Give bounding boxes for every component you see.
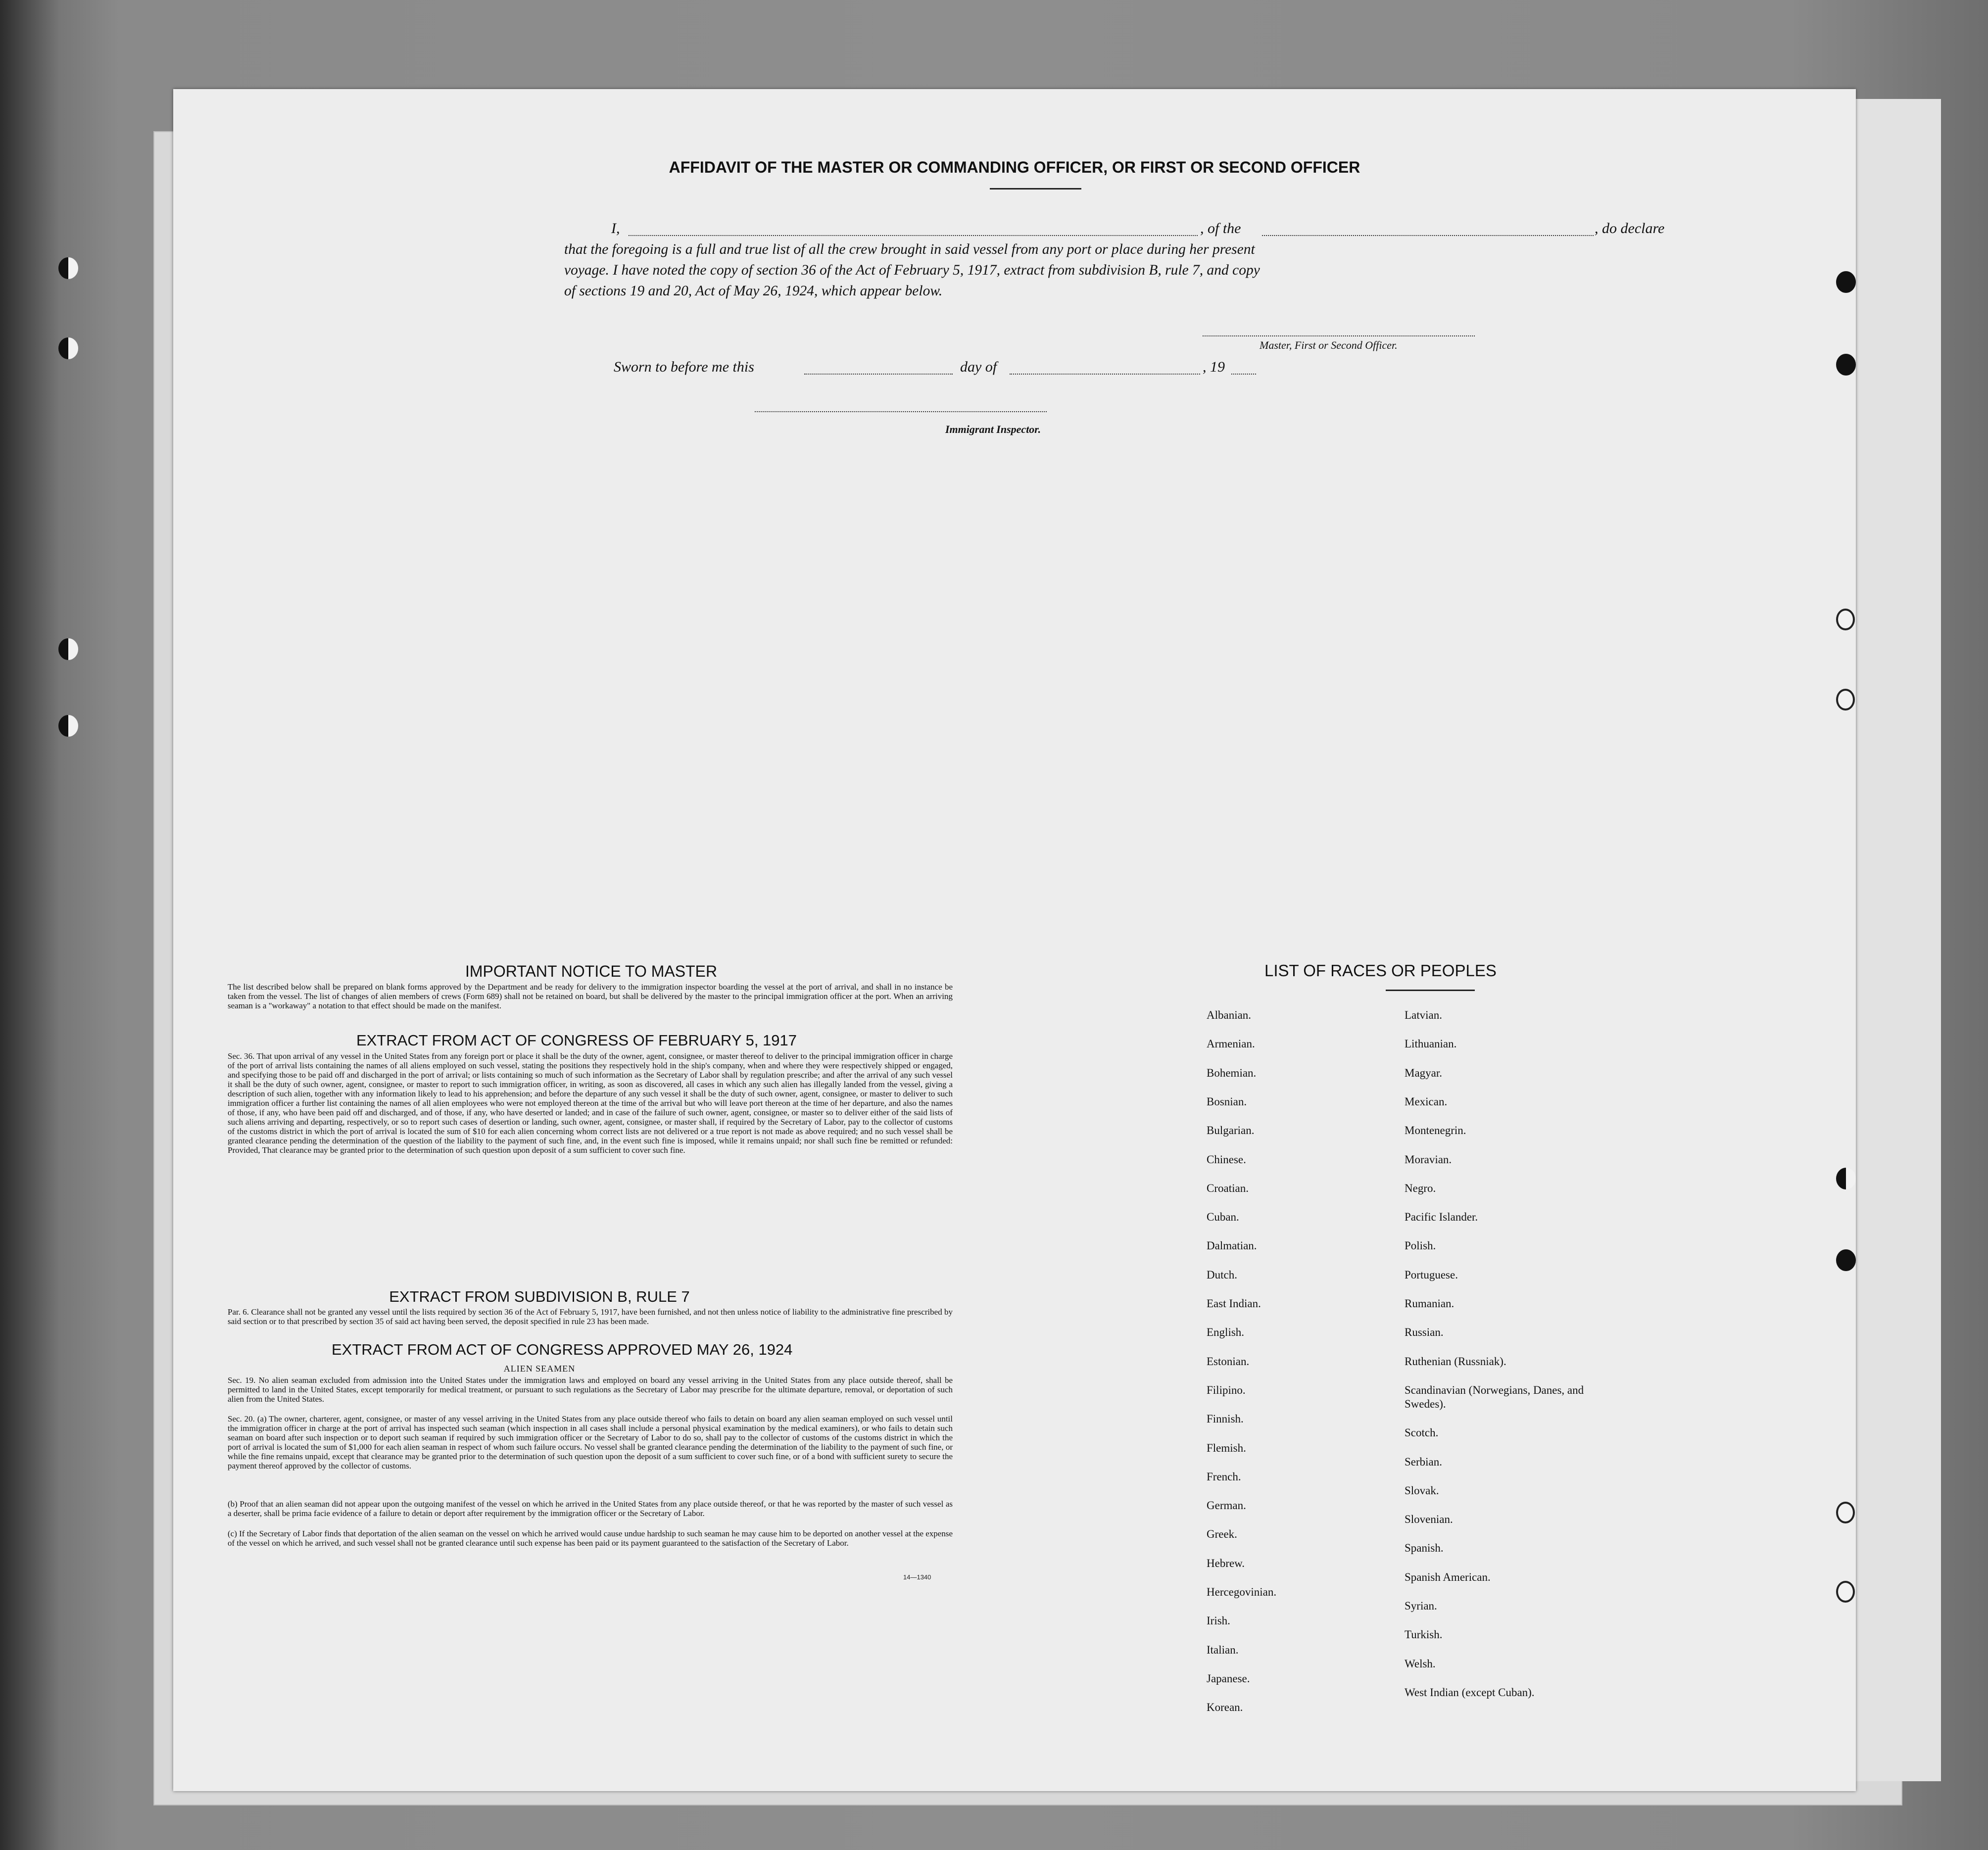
race-item: Filipino. [1207, 1383, 1246, 1396]
race-item: Latvian. [1405, 1009, 1442, 1021]
race-item: Russian. [1405, 1326, 1444, 1339]
manifest-page [173, 89, 1856, 1791]
punch-hole [58, 257, 78, 279]
race-item: Moravian. [1405, 1153, 1452, 1166]
race-item: Armenian. [1207, 1038, 1255, 1050]
race-item: Croatian. [1207, 1182, 1249, 1194]
punch-hole [1836, 1581, 1855, 1603]
race-item: Greek. [1207, 1528, 1237, 1541]
sworn-day-blank [804, 374, 953, 375]
race-item: Korean. [1207, 1701, 1243, 1714]
race-item: Pacific Islander. [1405, 1211, 1478, 1224]
race-item: Turkish. [1405, 1628, 1443, 1641]
races-title-rule [1386, 990, 1475, 991]
race-item: Japanese. [1207, 1672, 1250, 1685]
punch-hole [58, 715, 78, 737]
race-item: Spanish. [1405, 1542, 1444, 1555]
race-item: Magyar. [1405, 1066, 1443, 1079]
race-item: Hebrew. [1207, 1557, 1245, 1569]
inspector-signature-line [755, 411, 1047, 412]
race-item: Chinese. [1207, 1153, 1246, 1166]
day-of-text: day of [960, 359, 997, 375]
extract-rule7-body: Par. 6. Clearance shall not be granted any vessel until the lists required by section 36 of the Act of February 5, 1917, have been furnished, and not then unless notice of liability to the administrative fine prescribed by said section or to that prescribed by section 35 of said act having been served, the deposit specified in rule 23 has been made. [228, 1307, 953, 1326]
punch-hole [1836, 354, 1856, 376]
affidavit-line-4: of sections 19 and 20, Act of May 26, 1924, which appear below. [564, 283, 943, 299]
punch-hole [58, 638, 78, 660]
sec-20c-body: (c) If the Secretary of Labor finds that deportation of the alien seaman on the vessel on which he arrived would cause undue hardship to such seaman he may cause him to be deported on another vessel at the expense of the vessel on which he arrived, and such vessel shall not be granted clearance until such expense has been paid or its payment guaranteed to the satisfaction of the Secretary of Labor. [228, 1529, 953, 1548]
title-rule [990, 188, 1081, 190]
races-title: LIST OF RACES OR PEOPLES [1264, 961, 1497, 980]
punch-hole [1836, 1168, 1856, 1189]
sworn-text: Sworn to before me this [614, 359, 754, 375]
name-blank [629, 235, 1198, 236]
affidavit-do-declare: , do declare [1595, 220, 1665, 237]
race-item: Serbian. [1405, 1455, 1443, 1468]
race-item: Italian. [1207, 1643, 1239, 1656]
race-item: Mexican. [1405, 1095, 1448, 1108]
race-item: Bohemian. [1207, 1066, 1257, 1079]
race-item: Bulgarian. [1207, 1124, 1255, 1137]
punch-hole [58, 337, 78, 359]
extract-1924-title: EXTRACT FROM ACT OF CONGRESS APPROVED MAY 26, 1924 [332, 1341, 793, 1358]
race-item: Portuguese. [1405, 1268, 1458, 1281]
race-item: Spanish American. [1405, 1570, 1491, 1583]
notice-title: IMPORTANT NOTICE TO MASTER [465, 962, 718, 980]
race-item: Flemish. [1207, 1441, 1246, 1454]
affidavit-i: I, [611, 220, 620, 237]
notice-body: The list described below shall be prepared on blank forms approved by the Department and be ready for delivery to the immigration inspector boarding the vessel at the port of arrival, and shall in no instance be taken from the vessel. The list of changes of alien members of crews (Form 689) shall not be retained on board, but shall be delivered by the master to the principal immigration officer at the port. When an arriving seaman is a "workaway" a notation to that effect should be made on the manifest. [228, 982, 953, 1010]
affidavit-of-the: , of the [1200, 220, 1241, 237]
extract-rule7-title: EXTRACT FROM SUBDIVISION B, RULE 7 [389, 1288, 690, 1305]
race-item: Cuban. [1207, 1211, 1239, 1224]
master-label: Master, First or Second Officer. [1260, 339, 1398, 351]
sec-20b-body: (b) Proof that an alien seaman did not appear upon the outgoing manifest of the vessel on which he arrived in the United States from any place outside thereof, or that he was reported by the master of such vessel as a deserter, shall be prima facie evidence of a failure to detain or deport after requirement by the immigration officer or the Secretary of Labor. [228, 1499, 953, 1518]
race-item: French. [1207, 1470, 1241, 1483]
race-item: Welsh. [1405, 1657, 1436, 1670]
affidavit-line-3: voyage. I have noted the copy of section 36 of the Act of February 5, 1917, extract from subdivision B, rule 7, and copy [564, 262, 1260, 278]
form-number: 14—1340 [903, 1573, 931, 1581]
master-signature-line [1203, 335, 1475, 336]
race-item: Negro. [1405, 1182, 1436, 1194]
affidavit-line-2: that the foregoing is a full and true list of all the crew brought in said vessel from any port or place during her present [564, 241, 1255, 257]
race-item: Albanian. [1207, 1009, 1252, 1021]
race-item: Dalmatian. [1207, 1239, 1257, 1252]
race-item: West Indian (except Cuban). [1405, 1686, 1535, 1699]
punch-hole [1836, 271, 1856, 293]
race-item: Irish. [1207, 1614, 1230, 1627]
race-item: Slovenian. [1405, 1513, 1453, 1526]
race-item: Estonian. [1207, 1355, 1250, 1368]
sec-20a-body: Sec. 20. (a) The owner, charterer, agent, consignee, or master of any vessel arriving in the United States from any place outside thereof who fails to detain on board any alien seaman employed on such vessel until the immigration officer in charge at the port of arrival has inspected such seaman (which inspection in all cases shall include a personal physical examination by the medical examiners), or who fails to detain such seaman on board after such inspection or to deport such seaman if required by such immigration officer or the Secretary of Labor to do so, shall pay to the collector of customs of the customs district in which the port of arrival is located the sum of $1,000 for each alien seaman in respect of whom such failure occurs. No vessel shall be granted clearance pending the determination of the liability to the payment of such fine, or while the fine remains unpaid, except that clearance may be granted prior to the determination of such question upon the deposit of a sum sufficient to cover such fine, or of a bond with sufficient surety to secure the payment thereof approved by the collector of customs. [228, 1414, 953, 1471]
race-item: Syrian. [1405, 1600, 1437, 1612]
race-item: Finnish. [1207, 1413, 1244, 1425]
inspector-label: Immigrant Inspector. [945, 423, 1041, 435]
extract-1917-title: EXTRACT FROM ACT OF CONGRESS OF FEBRUARY 5, 1917 [356, 1032, 797, 1049]
race-item: Rumanian. [1405, 1297, 1455, 1310]
punch-hole [1836, 689, 1855, 711]
year-prefix: , 19 [1203, 359, 1225, 375]
race-item: Slovak. [1405, 1484, 1439, 1497]
race-item: Montenegrin. [1405, 1124, 1466, 1137]
sworn-year-blank [1231, 374, 1256, 375]
race-item: Hercegovinian. [1207, 1586, 1277, 1598]
race-item: Scotch. [1405, 1426, 1439, 1439]
sec-19-body: Sec. 19. No alien seaman excluded from admission into the United States under the immigration laws and employed on board any vessel arriving in the United States from any place outside thereof, shall be permitted to land in the United States, except temporarily for medical treatment, or pursuant to such regulations as the Secretary of Labor may prescribe for the ultimate departure, removal, or deportation of such alien from the United States. [228, 1376, 953, 1404]
vessel-blank [1262, 235, 1594, 236]
alien-seamen-subtitle: ALIEN SEAMEN [503, 1364, 576, 1374]
race-item: Scandinavian (Norwegians, Danes, and Swedes). [1405, 1383, 1584, 1410]
punch-hole [1836, 1502, 1855, 1523]
race-item: Ruthenian (Russniak). [1405, 1355, 1506, 1368]
sworn-month-blank [1010, 374, 1200, 375]
race-item: Dutch. [1207, 1268, 1237, 1281]
race-item: English. [1207, 1326, 1245, 1339]
punch-hole [1836, 1249, 1856, 1271]
affidavit-title: AFFIDAVIT OF THE MASTER OR COMMANDING OFFICER, OR FIRST OR SECOND OFFICER [669, 158, 1360, 176]
race-item: Polish. [1405, 1239, 1436, 1252]
extract-1917-body: Sec. 36. That upon arrival of any vessel in the United States from any foreign port or place it shall be the duty of the owner, agent, consignee, or master thereof to deliver to the principal immigration officer in charge of the port of arrival lists containing the names of all aliens employed on such vessel, stating the positions they respectively hold in the ship's company, when and where they were respectively shipped or engaged, and specifying those to be paid off and discharged in the port of arrival; or lists containing so much of such information as the Secretary of Labor shall by regulation prescribe; and after the arrival of any such vessel it shall be the duty of such owner, agent, consignee, or master to report to such immigration officer, in writing, as soon as discovered, all cases in which any such alien has illegally landed from the vessel, giving a description of such alien, together with any information likely to lead to his apprehension; and before the departure of any such vessel it shall be the duty of such owner, agent, consignee, or master to deliver to such immigration officer a further list containing the names of all alien employees who were not employed thereon at the time of the arrival but who will leave port thereon at the time of her departure, and also the names of those, if any, who have been paid off and discharged, and of those, if any, who have deserted or landed; and in case of the failure of such owner, agent, consignee, or master so to deliver either of the said lists of such aliens arriving and departing, respectively, or so to report such cases of desertion or landing, such owner, agent, consignee, or master shall, if required by the Secretary of Labor, pay to the collector of customs of the customs district in which the port of arrival is located the sum of $10 for each alien concerning whom correct lists are not delivered or a true report is not made as above required; and no such vessel shall be granted clearance pending the determination of the question of the liability to the payment of such fine, and, in the event such fine is imposed, while it remains unpaid; nor shall such fine be remitted or refunded: Provided, That clearance may be granted prior to the determination of such question upon deposit of a sum sufficient to cover such fine. [228, 1051, 953, 1155]
race-item: East Indian. [1207, 1297, 1261, 1310]
race-item: Bosnian. [1207, 1095, 1247, 1108]
race-item: Lithuanian. [1405, 1038, 1457, 1050]
race-item: German. [1207, 1499, 1246, 1512]
punch-hole [1836, 609, 1855, 630]
